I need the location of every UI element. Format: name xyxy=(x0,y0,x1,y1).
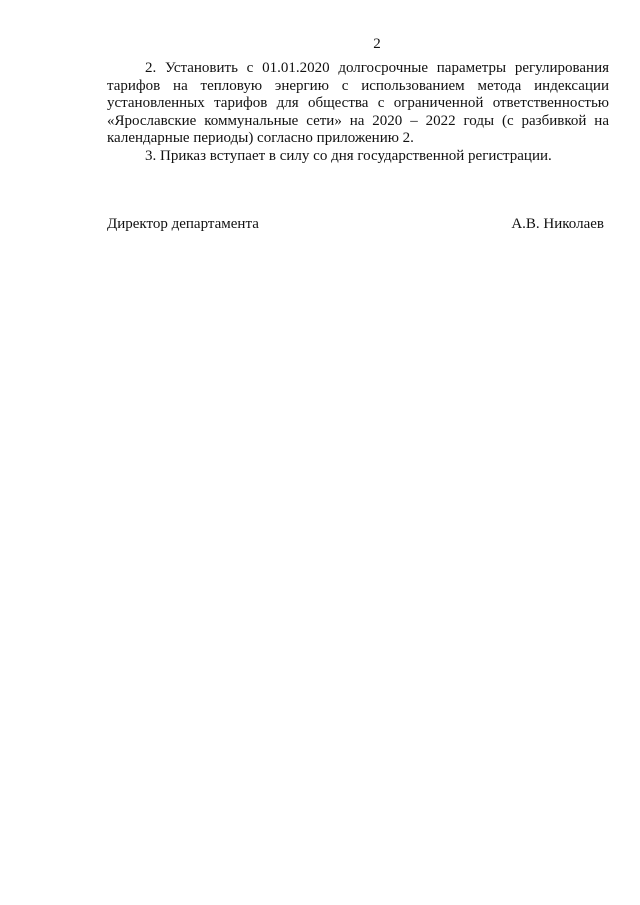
signatory-position: Директор департамента xyxy=(107,216,259,232)
page-number: 2 xyxy=(373,36,381,52)
paragraph-2-parameters: 2. Установить с 01.01.2020 долгосрочные параметры регулирования тарифов на тепловую энергию с использованием метода индексации установленных тарифов для общества с ограниченной ответственностью «Ярославские коммунальные сети» на 2020 – 2022 годы (с разбивкой на календарные периоды) согласно приложению 2. xyxy=(107,60,609,147)
document-body xyxy=(107,60,609,166)
paragraph-3-effective-date: 3. Приказ вступает в силу со дня государственной регистрации. xyxy=(145,147,552,164)
signatory-name: А.В. Николаев xyxy=(511,216,604,232)
signature-block xyxy=(107,215,604,233)
